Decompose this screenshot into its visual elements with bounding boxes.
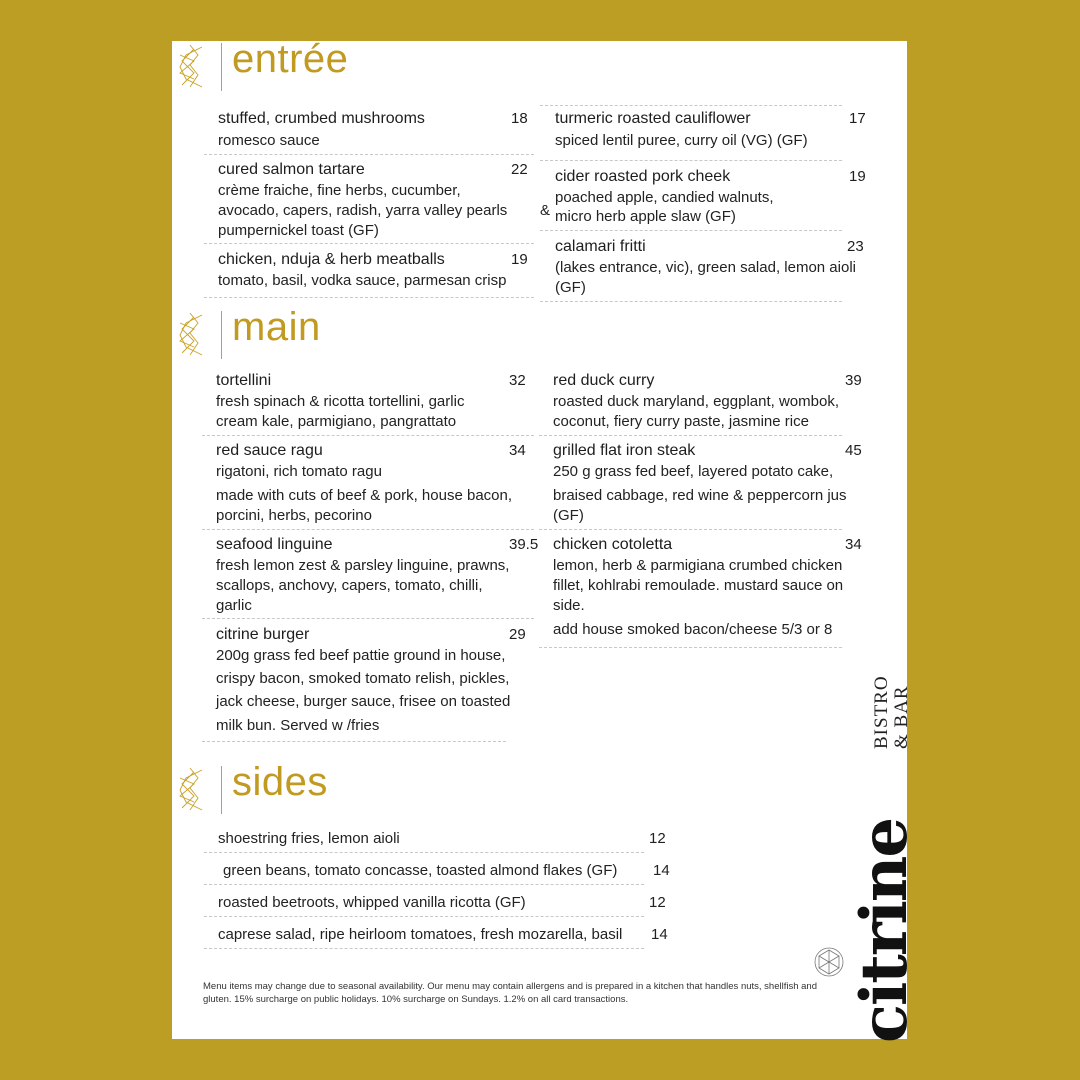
item-price: 39 (845, 372, 862, 389)
item-price: 22 (511, 161, 528, 178)
item-name: seafood linguine (216, 536, 333, 553)
item-divider (204, 243, 534, 244)
side-price: 12 (649, 830, 666, 847)
side-name: shoestring fries, lemon aioli (218, 830, 400, 847)
item-description-ampersand: & (540, 202, 551, 219)
section-header-sides (176, 760, 476, 822)
brand-tagline-line-2: & BAR (891, 685, 912, 749)
item-description: roasted duck maryland, eggplant, wombok, (553, 393, 839, 410)
section-header-entree (176, 37, 476, 99)
item-divider (202, 618, 534, 619)
item-description: side. (553, 597, 585, 614)
menu-page (172, 37, 922, 1043)
item-name: cured salmon tartare (218, 161, 365, 178)
item-description: garlic (216, 597, 252, 614)
item-price: 39.5 (509, 536, 539, 553)
item-divider (539, 529, 842, 530)
section-header-main (176, 305, 476, 367)
menu-item (216, 536, 556, 616)
item-divider (540, 160, 842, 161)
brand-tagline (872, 675, 912, 749)
menu-item (553, 442, 893, 526)
item-description: spiced lentil puree, curry oil (VG) (GF) (555, 132, 808, 149)
brand-tagline-line-1: BISTRO (871, 675, 892, 749)
geometric-ornament-icon (176, 766, 212, 814)
item-name: chicken cotoletta (553, 536, 673, 553)
item-price: 32 (509, 372, 526, 389)
item-name: red duck curry (553, 372, 655, 389)
item-name: cider roasted pork cheek (555, 168, 731, 185)
item-description: milk bun. Served w /fries (216, 717, 380, 734)
item-divider (540, 230, 842, 231)
item-divider (204, 948, 644, 949)
side-name: roasted beetroots, whipped vanilla ricotta (GF) (218, 894, 526, 911)
item-divider (202, 529, 534, 530)
item-description: fresh spinach & ricotta tortellini, garlic (216, 393, 465, 410)
item-name: citrine burger (216, 626, 310, 643)
item-description: scallops, anchovy, capers, tomato, chilli, (216, 577, 483, 594)
item-name: grilled flat iron steak (553, 442, 696, 459)
item-description: tomato, basil, vodka sauce, parmesan crisp (218, 272, 507, 289)
item-description: 250 g grass fed beef, layered potato cake, (553, 463, 834, 480)
item-description: porcini, herbs, pecorino (216, 507, 372, 524)
item-divider (539, 647, 842, 648)
item-price: 19 (511, 251, 528, 268)
item-description: braised cabbage, red wine & peppercorn jus (553, 487, 847, 504)
section-title-entree: entrée (232, 37, 349, 81)
item-description: fillet, kohlrabi remoulade. mustard sauce on (553, 577, 844, 594)
section-title-main: main (232, 305, 321, 349)
menu-item (216, 442, 546, 526)
item-price: 23 (847, 238, 864, 255)
item-divider (204, 154, 534, 155)
section-title-sides: sides (232, 760, 328, 804)
item-name: chicken, nduja & herb meatballs (218, 251, 445, 268)
item-description: (GF) (553, 507, 584, 524)
item-description: rigatoni, rich tomato ragu (216, 463, 382, 480)
item-divider (204, 297, 534, 298)
allergen-surcharge-notice: Menu items may change due to seasonal availability. Our menu may contain allergens and is prepared in a kitchen that handles nuts, shellfish and gluten. 15% surcharge on public holidays. 10% surcharge on Sundays. 1.2% on all card transactions. (203, 981, 817, 1005)
section-divider-line (221, 311, 222, 359)
side-price: 12 (649, 894, 666, 911)
menu-item (555, 168, 875, 228)
item-description: crème fraiche, fine herbs, cucumber, (218, 182, 461, 199)
menu-item (555, 110, 875, 154)
item-description: micro herb apple slaw (GF) (555, 208, 736, 225)
side-price: 14 (653, 862, 670, 879)
item-divider (204, 884, 644, 885)
gem-icon (813, 946, 845, 978)
side-item (218, 830, 668, 852)
item-description: 200g grass fed beef pattie ground in house, (216, 647, 506, 664)
item-divider (540, 105, 842, 106)
menu-item (553, 536, 893, 642)
section-divider-line (221, 766, 222, 814)
item-name: turmeric roasted cauliflower (555, 110, 751, 127)
item-name: calamari fritti (555, 238, 646, 255)
menu-item (553, 372, 883, 434)
item-description: cream kale, parmigiano, pangrattato (216, 413, 457, 430)
item-name: stuffed, crumbed mushrooms (218, 110, 425, 127)
item-divider (202, 435, 534, 436)
side-name: caprese salad, ripe heirloom tomatoes, fresh mozarella, basil (218, 926, 623, 943)
geometric-ornament-icon (176, 43, 212, 91)
item-description: made with cuts of beef & pork, house bacon, (216, 487, 513, 504)
item-price: 45 (845, 442, 862, 459)
item-description: romesco sauce (218, 132, 320, 149)
item-description: pumpernickel toast (GF) (218, 222, 379, 239)
side-item (218, 894, 668, 916)
item-description: add house smoked bacon/cheese 5/3 or 8 (553, 621, 833, 638)
item-divider (204, 852, 644, 853)
item-price: 29 (509, 626, 526, 643)
menu-item (555, 238, 885, 298)
geometric-ornament-icon (176, 311, 212, 359)
side-price: 14 (651, 926, 668, 943)
item-divider (202, 741, 506, 742)
item-price: 34 (509, 442, 526, 459)
menu-item (218, 161, 558, 241)
item-price: 19 (849, 168, 866, 185)
menu-item (216, 626, 546, 738)
item-price: 17 (849, 110, 866, 127)
brand-logo-text: citrine (847, 818, 922, 1043)
item-divider (539, 435, 842, 436)
item-description: avocado, capers, radish, yarra valley pearls (218, 202, 508, 219)
menu-item (216, 372, 546, 434)
section-divider-line (221, 43, 222, 91)
item-description: coconut, fiery curry paste, jasmine rice (553, 413, 809, 430)
item-description: poached apple, candied walnuts, (555, 189, 774, 206)
side-item (218, 926, 668, 948)
item-description: (GF) (555, 279, 586, 296)
item-description: jack cheese, burger sauce, frisee on toasted (216, 693, 511, 710)
item-description: crispy bacon, smoked tomato relish, pickles, (216, 670, 510, 687)
menu-item (218, 251, 533, 295)
item-description: (lakes entrance, vic), green salad, lemon aioli (555, 259, 856, 276)
item-divider (540, 301, 842, 302)
item-description: fresh lemon zest & parsley linguine, prawns, (216, 557, 510, 574)
item-price: 34 (845, 536, 862, 553)
item-name: red sauce ragu (216, 442, 323, 459)
item-divider (204, 916, 644, 917)
item-name: tortellini (216, 372, 272, 389)
item-price: 18 (511, 110, 528, 127)
side-item (218, 862, 668, 884)
item-description: lemon, herb & parmigiana crumbed chicken (553, 557, 843, 574)
menu-item (218, 110, 533, 158)
side-name: green beans, tomato concasse, toasted almond flakes (GF) (223, 862, 618, 879)
